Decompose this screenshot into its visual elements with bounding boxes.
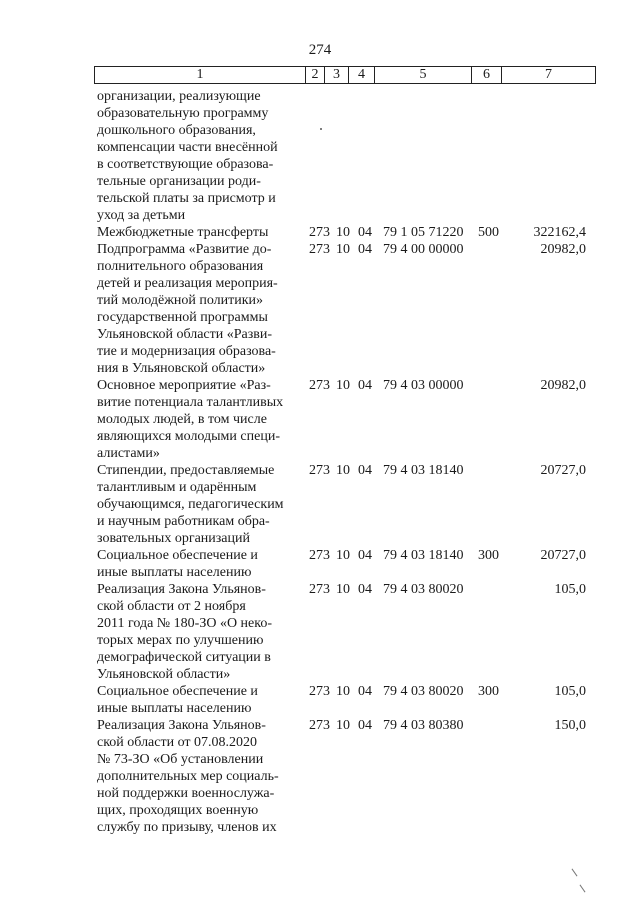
description-line: демографической ситуации в bbox=[97, 650, 271, 665]
amount: 20982,0 bbox=[540, 242, 586, 257]
description-line: тельные организации роди- bbox=[97, 174, 261, 189]
description-line: ской области от 07.08.2020 bbox=[97, 735, 258, 750]
description-line: Ульяновской области «Разви- bbox=[97, 327, 273, 342]
amount: 20727,0 bbox=[540, 463, 586, 478]
amount: 322162,4 bbox=[533, 225, 586, 240]
description-line: Социальное обеспечение и bbox=[97, 548, 258, 563]
description-line: талантливым и одарённым bbox=[97, 480, 257, 495]
scan-speck bbox=[320, 128, 322, 130]
description-line: образовательную программу bbox=[97, 106, 269, 121]
amount: 20727,0 bbox=[540, 548, 586, 563]
header-col-3: 3 bbox=[325, 67, 349, 83]
code-ministry: 273 bbox=[309, 718, 330, 733]
description-line: являющихся молодыми специ- bbox=[97, 429, 280, 444]
header-col-6: 6 bbox=[472, 67, 502, 83]
code-section: 10 bbox=[336, 225, 350, 240]
code-subsection: 04 bbox=[358, 225, 372, 240]
description-line: иные выплаты населению bbox=[97, 565, 252, 580]
description-line: Межбюджетные трансферты bbox=[97, 225, 269, 240]
description-line: дошкольного образования, bbox=[97, 123, 256, 138]
description-line: Ульяновской области» bbox=[97, 667, 231, 682]
description-line: ской области от 2 ноября bbox=[97, 599, 246, 614]
code-subsection: 04 bbox=[358, 548, 372, 563]
code-subsection: 04 bbox=[358, 582, 372, 597]
row-description bbox=[97, 241, 300, 377]
header-col-5: 5 bbox=[375, 67, 472, 83]
code-section: 10 bbox=[336, 378, 350, 393]
row-description bbox=[97, 224, 300, 241]
description-line: Стипендии, предоставляемые bbox=[97, 463, 275, 478]
code-ministry: 273 bbox=[309, 378, 330, 393]
description-line: зовательных организаций bbox=[97, 531, 250, 546]
code-expense-type: 500 bbox=[478, 225, 499, 240]
description-line: иные выплаты населению bbox=[97, 701, 252, 716]
description-line: и научным работникам обра- bbox=[97, 514, 270, 529]
code-ministry: 273 bbox=[309, 684, 330, 699]
code-subsection: 04 bbox=[358, 463, 372, 478]
header-col-2: 2 bbox=[306, 67, 325, 83]
code-section: 10 bbox=[336, 548, 350, 563]
code-target-article: 79 1 05 71220 bbox=[383, 225, 464, 240]
code-section: 10 bbox=[336, 684, 350, 699]
code-section: 10 bbox=[336, 718, 350, 733]
code-ministry: 273 bbox=[309, 463, 330, 478]
page-number: 274 bbox=[308, 42, 332, 58]
row-description bbox=[97, 547, 300, 581]
amount: 150,0 bbox=[554, 718, 586, 733]
description-line: полнительного образования bbox=[97, 259, 264, 274]
description-line: Подпрограмма «Развитие до- bbox=[97, 242, 272, 257]
header-col-4: 4 bbox=[349, 67, 375, 83]
description-line: витие потенциала талантливых bbox=[97, 395, 284, 410]
code-subsection: 04 bbox=[358, 242, 372, 257]
description-line: № 73-ЗО «Об установлении bbox=[97, 752, 264, 767]
description-line: организации, реализующие bbox=[97, 89, 261, 104]
row-description bbox=[97, 462, 300, 547]
code-ministry: 273 bbox=[309, 242, 330, 257]
row-description bbox=[97, 581, 300, 683]
code-expense-type: 300 bbox=[478, 548, 499, 563]
code-section: 10 bbox=[336, 463, 350, 478]
description-line: Социальное обеспечение и bbox=[97, 684, 258, 699]
code-target-article: 79 4 03 80020 bbox=[383, 684, 464, 699]
description-line: уход за детьми bbox=[97, 208, 186, 223]
code-target-article: 79 4 00 00000 bbox=[383, 242, 464, 257]
row-description bbox=[97, 717, 300, 836]
code-target-article: 79 4 03 80020 bbox=[383, 582, 464, 597]
description-line: компенсации части внесённой bbox=[97, 140, 278, 155]
description-line: щих, проходящих военную bbox=[97, 803, 259, 818]
description-line: Реализация Закона Ульянов- bbox=[97, 582, 266, 597]
description-line: 2011 года № 180-ЗО «О неко- bbox=[97, 616, 273, 631]
code-expense-type: 300 bbox=[478, 684, 499, 699]
code-subsection: 04 bbox=[358, 378, 372, 393]
code-target-article: 79 4 03 18140 bbox=[383, 548, 464, 563]
description-line: ной поддержки военнослужа- bbox=[97, 786, 275, 801]
amount: 20982,0 bbox=[540, 378, 586, 393]
code-target-article: 79 4 03 18140 bbox=[383, 463, 464, 478]
row-description bbox=[97, 88, 300, 224]
code-target-article: 79 4 03 00000 bbox=[383, 378, 464, 393]
description-line: в соответствующие образова- bbox=[97, 157, 274, 172]
description-line: Основное мероприятие «Раз- bbox=[97, 378, 271, 393]
description-line: обучающимся, педагогическим bbox=[97, 497, 284, 512]
description-line: государственной программы bbox=[97, 310, 268, 325]
description-line: торых мерах по улучшению bbox=[97, 633, 264, 648]
description-line: ния в Ульяновской области» bbox=[97, 361, 266, 376]
description-line: тие и модернизация образова- bbox=[97, 344, 276, 359]
code-section: 10 bbox=[336, 242, 350, 257]
code-ministry: 273 bbox=[309, 225, 330, 240]
description-line: алистами» bbox=[97, 446, 160, 461]
code-ministry: 273 bbox=[309, 548, 330, 563]
row-description bbox=[97, 683, 300, 717]
code-section: 10 bbox=[336, 582, 350, 597]
code-subsection: 04 bbox=[358, 718, 372, 733]
amount: 105,0 bbox=[554, 684, 586, 699]
description-line: службу по призыву, членов их bbox=[97, 820, 277, 835]
header-col-1: 1 bbox=[95, 67, 306, 83]
header-col-7: 7 bbox=[545, 67, 552, 82]
description-line: тий молодёжной политики» bbox=[97, 293, 264, 308]
description-line: детей и реализация мероприя- bbox=[97, 276, 278, 291]
code-ministry: 273 bbox=[309, 582, 330, 597]
description-line: Реализация Закона Ульянов- bbox=[97, 718, 266, 733]
description-line: дополнительных мер социаль- bbox=[97, 769, 279, 784]
code-target-article: 79 4 03 80380 bbox=[383, 718, 464, 733]
row-description bbox=[97, 377, 300, 462]
code-subsection: 04 bbox=[358, 684, 372, 699]
description-line: тельской платы за присмотр и bbox=[97, 191, 276, 206]
amount: 105,0 bbox=[554, 582, 586, 597]
description-line: молодых людей, в том числе bbox=[97, 412, 267, 427]
